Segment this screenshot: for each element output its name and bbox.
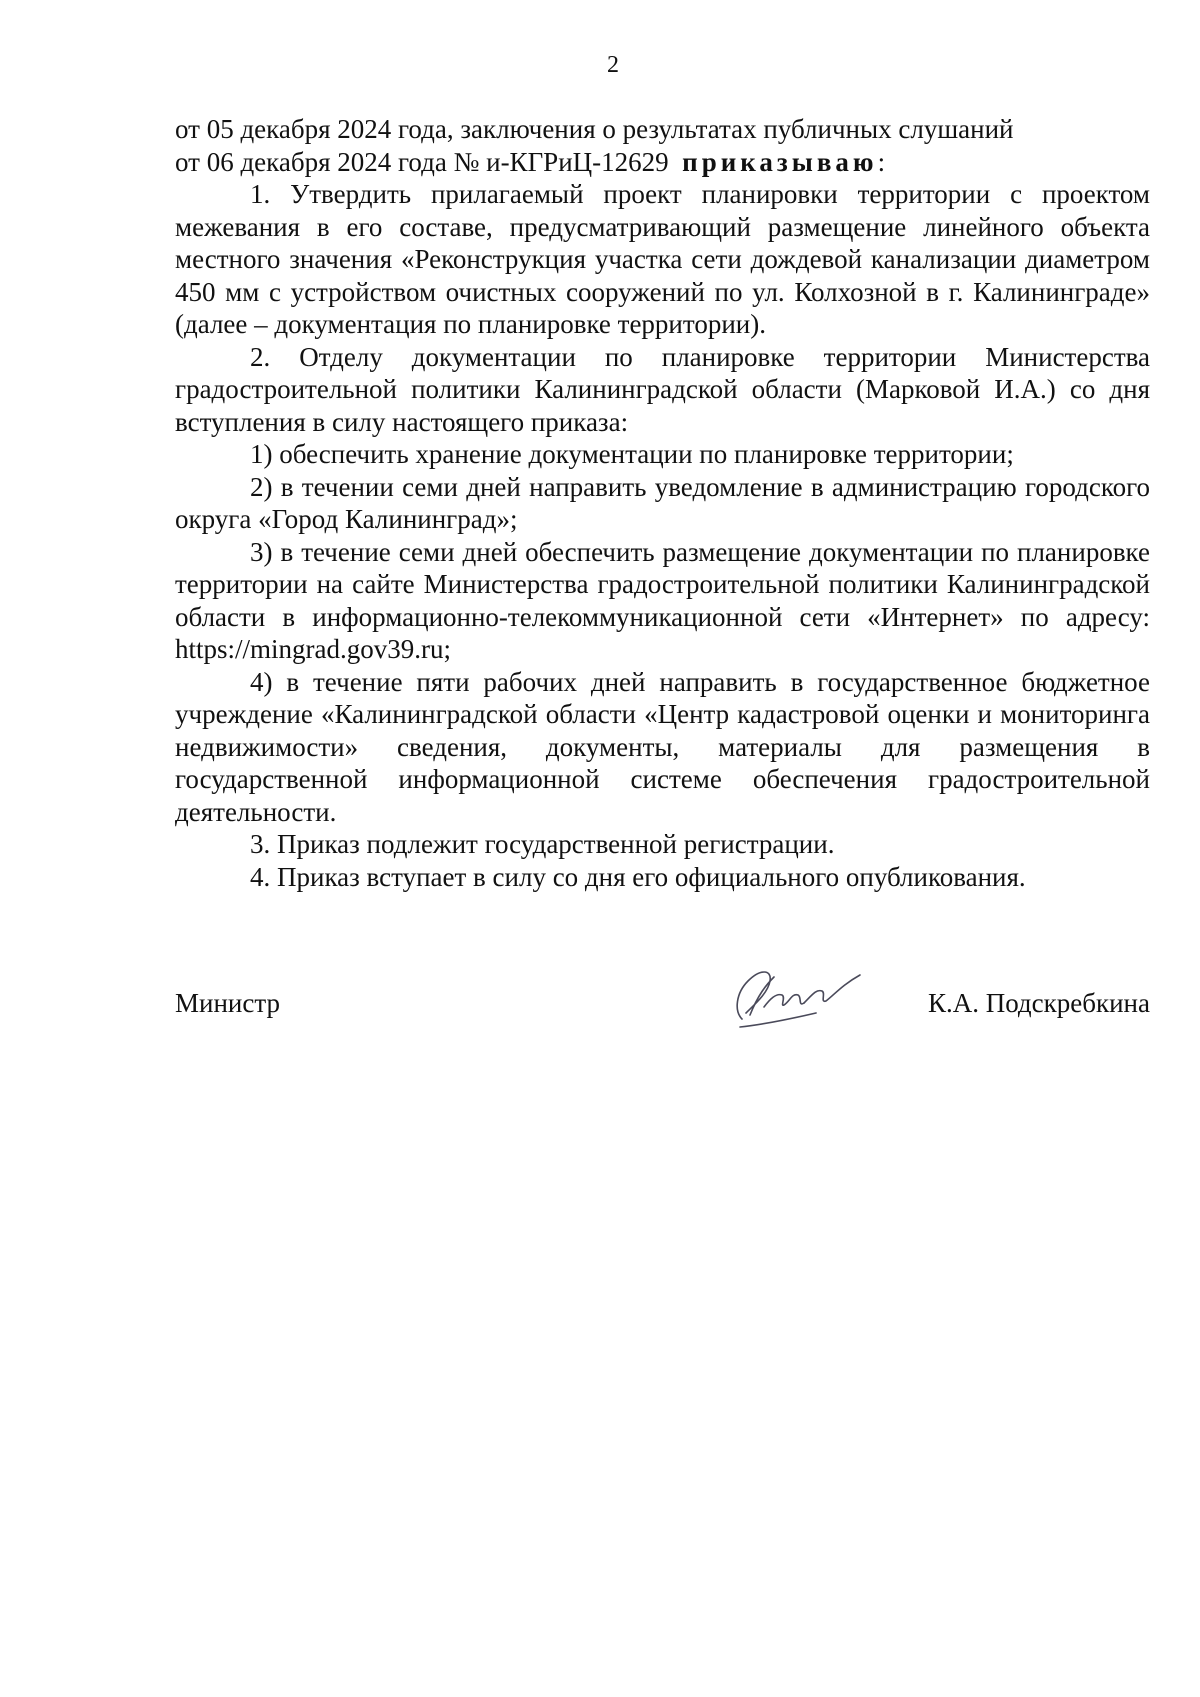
signatory-name: К.А. Подскребкина xyxy=(927,988,1150,1018)
subitem-1: 1) обеспечить хранение документации по планировке территории; xyxy=(250,439,1014,469)
paragraph-2: 2. Отделу документации по планировке территории Министерства градостроительной политики Калининградской области (Марковой И.А.) со дня вступления в силу настоящего приказа: xyxy=(175,341,1150,437)
subitem-2: 2) в течении семи дней направить уведомление в администрацию городского округа «Город Калининград»; xyxy=(175,471,1150,534)
subitem-4: 4) в течение пяти рабочих дней направить в государственное бюджетное учреждение «Калининградской области «Центр кадастровой оценки и мониторинга недвижимости» сведения, документы, материалы для размещения в государственной информационной системе обеспечения градостроительной деятельности. xyxy=(175,666,1150,827)
signatory-title: Министр xyxy=(175,988,280,1018)
paragraph-1: 1. Утвердить прилагаемый проект планировки территории с проектом межевания в его составе, предусматривающий размещение линейного объекта местного значения «Реконструкция участка сети дождевой канализации диаметром 450 мм с устройством очистных сооружений по ул. Колхозной в г. Калининграде» (далее – документация по планировке территории). xyxy=(175,179,1150,339)
intro-line-2-text: от 06 декабря 2024 года № и-КГРиЦ-12629 xyxy=(175,146,669,177)
paragraph-4: 4. Приказ вступает в силу со дня его официального опубликования. xyxy=(250,861,1026,892)
subitem-3: 3) в течение семи дней обеспечить размещение документации по планировке территории на сайте Министерства градостроительной политики Калининградской области в информационно-телекоммуникационной сети «Интернет» по адресу: https://mingrad.gov39.ru; xyxy=(175,536,1150,664)
intro-line-1: от 05 декабря 2024 года, заключения о результатах публичных слушаний xyxy=(175,114,1014,144)
handwritten-signature-icon xyxy=(720,955,870,1033)
signature-block xyxy=(175,955,1150,1045)
document-body xyxy=(175,113,1150,893)
intro-colon: : xyxy=(877,146,886,177)
order-keyword: приказываю xyxy=(682,146,878,177)
paragraph-3: 3. Приказ подлежит государственной регистрации. xyxy=(250,829,835,859)
page-number: 2 xyxy=(607,52,619,78)
intro-line-2 xyxy=(175,146,1150,179)
